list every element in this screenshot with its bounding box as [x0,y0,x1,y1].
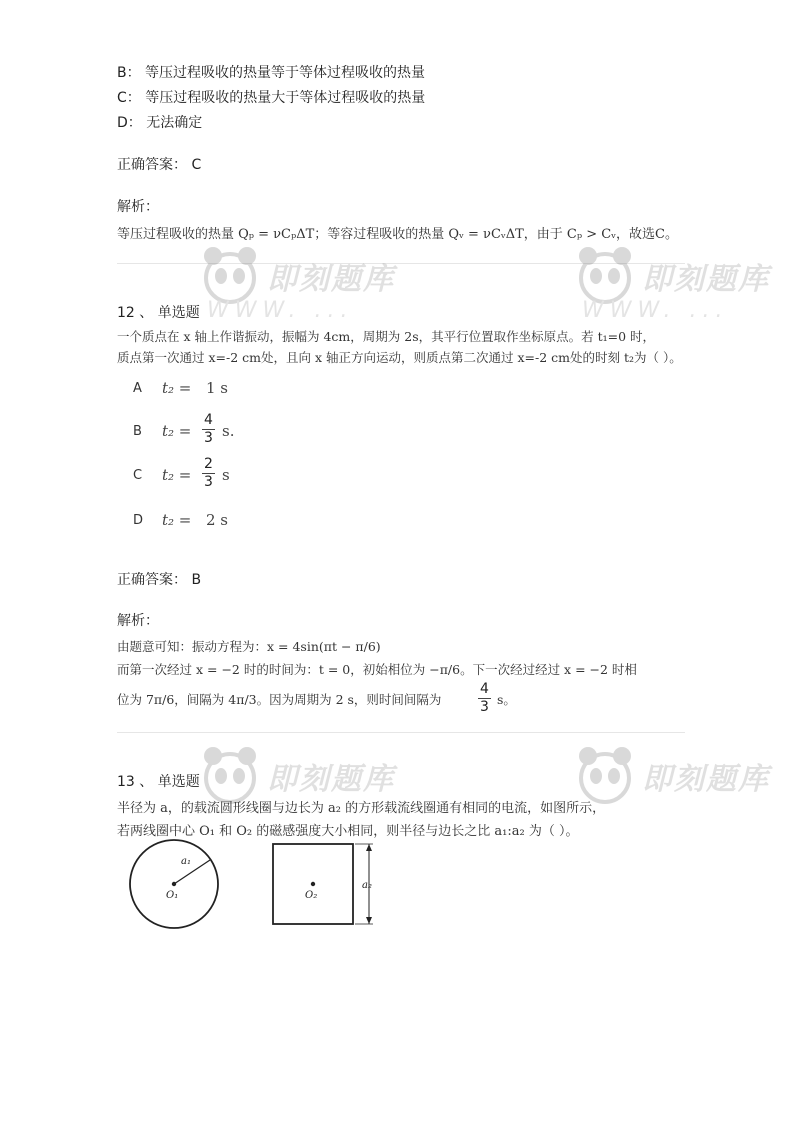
fraction-numerator: 4 [204,412,213,428]
question-stem: 质点第一次通过 x=-2 cm处，且向 x 轴正方向运动，则质点第二次通过 x=-2 cm处的时刻 t₂为（ ）。 [117,350,682,365]
correct-answer: 正确答案： B [117,572,202,588]
option-letter: B [133,424,142,439]
option-b: B： 等压过程吸收的热量等于等体过程吸收的热量 [117,65,426,81]
correct-answer: 正确答案： C [117,157,202,173]
option-unit: s [222,466,230,484]
watermark-name: 即刻题库 [642,762,770,797]
divider [117,732,685,733]
label-a2: a₂ [362,880,372,891]
option-letter: A [133,381,142,396]
watermark-name: 即刻题库 [267,262,395,297]
center-o2 [311,882,315,886]
option-lhs: t₂ = [162,379,192,397]
label-o1: O₁ [166,890,179,901]
option-unit: s. [222,422,235,440]
watermark-url: WWW. ... [207,298,354,323]
arrow-down-icon [366,917,372,924]
fraction-denominator: 3 [204,430,213,446]
analysis-text: 等压过程吸收的热量 Qₚ = νCₚΔT；等容过程吸收的热量 Qᵥ = νCᵥΔT，由于 Cₚ > Cᵥ，故选C。 [117,227,678,242]
fraction-denominator: 3 [480,699,489,715]
divider [117,263,685,264]
option-lhs: t₂ = [162,466,192,484]
option-d: D： 无法确定 [117,115,203,131]
option-c: C： 等压过程吸收的热量大于等体过程吸收的热量 [117,90,426,106]
analysis-label: 解析： [117,199,159,215]
radius-line [174,860,210,884]
analysis-label: 解析： [117,613,159,629]
analysis-line: 而第一次经过 x = −2 时的时间为：t = 0，初始相位为 −π/6。下一次经过经过 x = −2 时相 [117,662,637,677]
label-a1: a₁ [181,856,191,867]
label-o2: O₂ [305,890,318,901]
analysis-line: 由题意可知：振动方程为：x = 4sin(πt − π/6) [117,639,381,654]
question-stem: 半径为 a，的载流圆形线圈与边长为 a₂ 的方形载流线圈通有相同的电流，如图所示， [117,801,606,816]
panda-logo-icon [570,240,640,310]
fraction-numerator: 4 [480,681,489,697]
question-header: 13 、 单选题 [117,774,200,790]
option-lhs: t₂ = [162,511,192,529]
fraction-numerator: 2 [204,456,213,472]
arrow-up-icon [366,844,372,851]
analysis-line: 位为 7π/6，间隔为 4π/3。因为周期为 2 s，则时间间隔为 [117,692,442,707]
coil-figure [126,836,386,936]
option-letter: C [133,468,143,483]
question-header: 12 、 单选题 [117,305,200,321]
question-stem: 若两线圈中心 O₁ 和 O₂ 的磁感强度大小相同，则半径与边长之比 a₁:a₂ 为（ ）。 [117,824,579,839]
coil-diagram [126,836,386,936]
option-value: 2 s [206,511,229,529]
analysis-line: s。 [497,692,516,707]
question-stem: 一个质点在 x 轴上作谐振动，振幅为 4cm，周期为 2s，其平行位置取作坐标原点。若 t₁=0 时， [117,329,656,344]
panda-logo-icon [195,240,265,310]
watermark-name: 即刻题库 [642,262,770,297]
fraction-denominator: 3 [204,474,213,490]
option-value: 1 s [206,379,229,397]
watermark [570,240,770,323]
watermark-url: WWW. ... [582,298,729,323]
watermark-name: 即刻题库 [267,762,395,797]
option-letter: D [133,513,144,528]
option-lhs: t₂ = [162,422,192,440]
watermark [195,240,395,323]
